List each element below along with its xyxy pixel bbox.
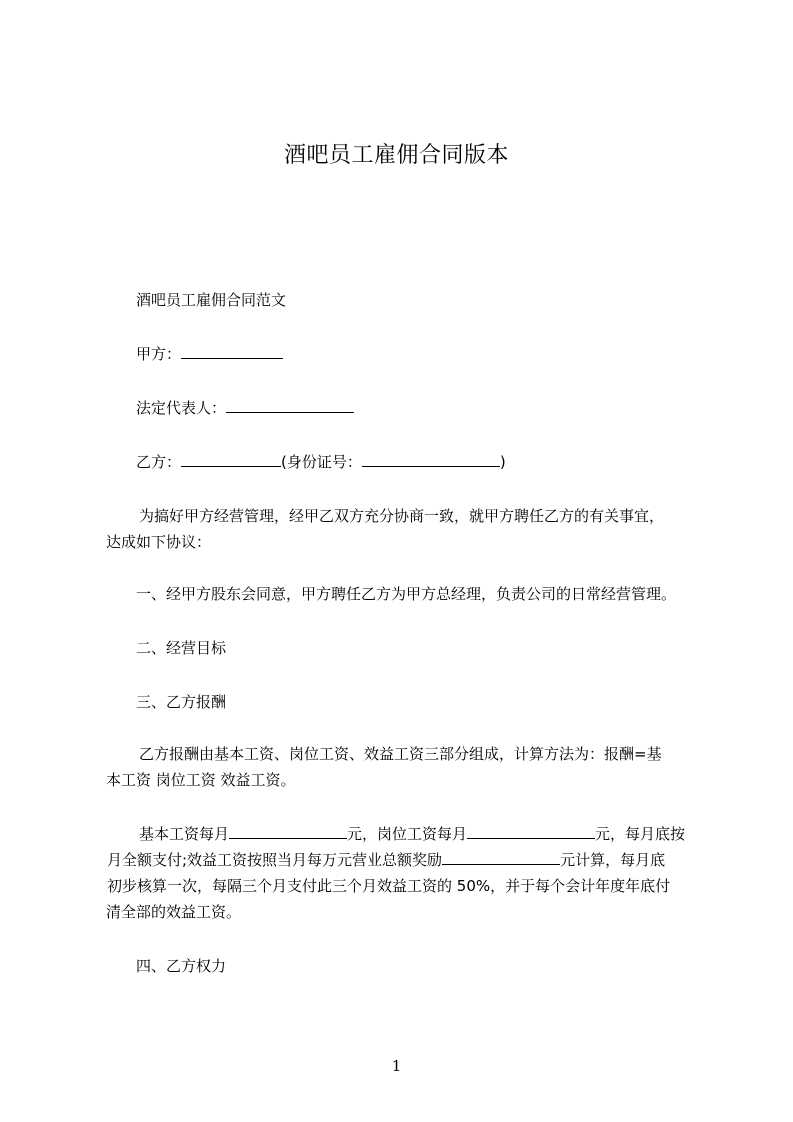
- party-b-line: [136, 451, 506, 473]
- salary-text-d: 月全额支付;效益工资按照当月每万元营业总额奖励: [107, 851, 443, 869]
- party-a-blank: [181, 343, 283, 359]
- party-b-label: 乙方：: [136, 453, 182, 471]
- section-3-heading: 三、乙方报酬: [136, 693, 227, 711]
- pay-line-2: 本工资 岗位工资 效益工资。: [106, 771, 296, 789]
- section-2-heading: 二、经营目标: [136, 639, 227, 657]
- document-subtitle: 酒吧员工雇佣合同范文: [136, 291, 287, 309]
- section-4-heading: 四、乙方权力: [136, 957, 227, 975]
- salary-line-3: 初步核算一次，每隔三个月支付此三个月效益工资的 50%，并于每个会计年度年底付: [107, 877, 671, 895]
- base-salary-blank: [229, 823, 347, 839]
- id-open: (身份证号：: [281, 453, 362, 471]
- salary-text-a: 基本工资每月: [139, 825, 230, 843]
- salary-line-4: 清全部的效益工资。: [106, 903, 242, 921]
- section-1: 一、经甲方股东会同意，甲方聘任乙方为甲方总经理，负责公司的日常经营管理。: [136, 585, 677, 603]
- salary-line-2: [107, 849, 665, 871]
- legal-rep-line: [136, 397, 354, 419]
- salary-text-b: 元，岗位工资每月: [347, 825, 468, 843]
- bonus-blank: [442, 849, 560, 865]
- pay-line-1: 乙方报酬由基本工资、岗位工资、效益工资三部分组成，计算方法为：报酬=基: [139, 745, 662, 763]
- salary-text-c: 元，每月底按: [595, 825, 686, 843]
- party-a-line: [136, 343, 283, 365]
- page-number: 1: [391, 1057, 402, 1075]
- position-salary-blank: [467, 823, 595, 839]
- salary-text-e: 元计算，每月底: [560, 851, 666, 869]
- intro-line-2: 达成如下协议：: [106, 533, 212, 551]
- legal-rep-label: 法定代表人：: [136, 399, 227, 417]
- party-a-label: 甲方：: [136, 345, 182, 363]
- intro-line-1: 为搞好甲方经营管理，经甲乙双方充分协商一致，就甲方聘任乙方的有关事宜，: [139, 507, 665, 525]
- salary-line-1: [139, 823, 685, 845]
- id-close: ): [499, 453, 506, 471]
- document-title: 酒吧员工雇佣合同版本: [283, 143, 509, 168]
- party-b-blank: [181, 451, 281, 467]
- id-number-blank: [362, 451, 500, 467]
- legal-rep-blank: [226, 397, 354, 413]
